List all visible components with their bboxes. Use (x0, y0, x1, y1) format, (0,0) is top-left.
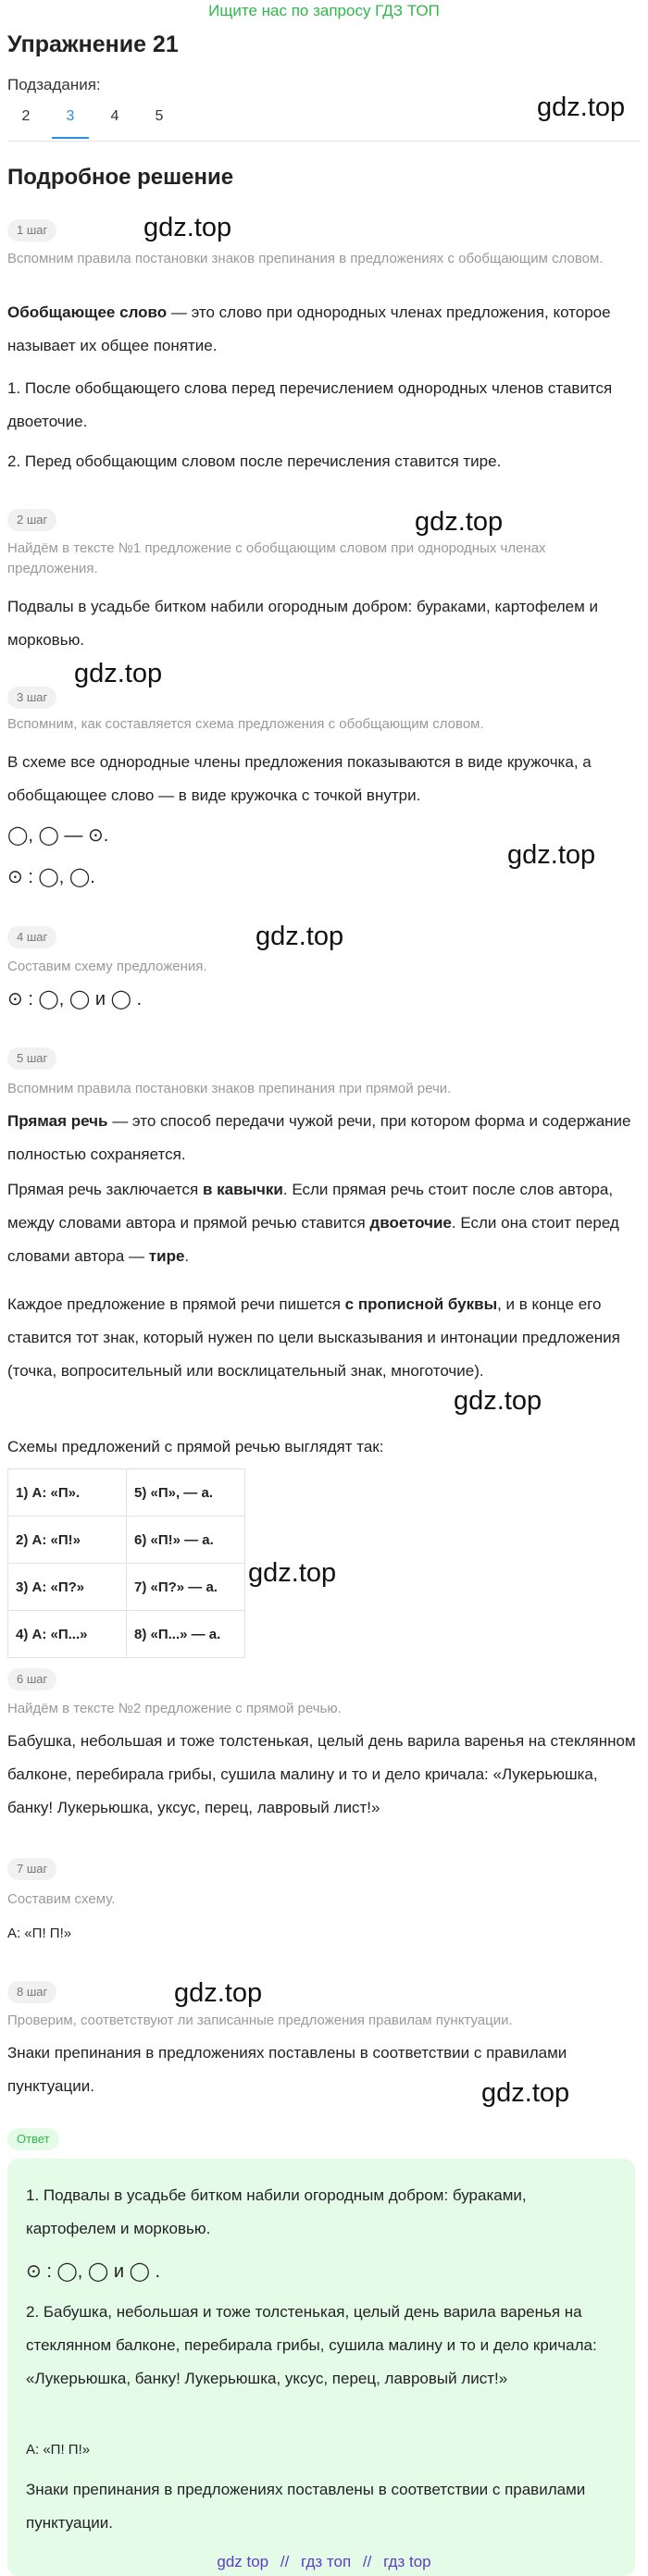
step-text (7, 1288, 637, 1388)
footer-link[interactable]: гдз топ (301, 2553, 352, 2570)
step-badge: 1 шаг (7, 219, 56, 242)
step-badge: 2 шаг (7, 509, 56, 531)
page-title: Упражнение 21 (7, 31, 179, 57)
term-bold: Обобщающее слово (7, 303, 168, 321)
definition: — это способ передачи чужой речи, при котором форма и содержание полностью сохраняется. (7, 1112, 631, 1163)
step-hint: Составим схему. (7, 1891, 116, 1907)
step-hint: Вспомним правила постановки знаков препинания при прямой речи. (7, 1081, 452, 1096)
schemes-table (7, 1468, 245, 1658)
watermark: gdz.top (174, 1978, 263, 2008)
table-cell: 5) «П», — а. (127, 1469, 245, 1517)
text-span: . Если она стоит перед словами автора — (7, 1214, 619, 1265)
table-cell: 4) А: «П...» (8, 1611, 127, 1658)
footer (0, 2548, 648, 2576)
step-hint: Найдём в тексте №1 предложение с обобщающим словом при однородных членах предложения. (7, 540, 546, 576)
step-text: Бабушка, небольшая и тоже толстенькая, целый день варила варенья на стеклянном балконе, перебирала грибы, сушила малину и то и дело кричала: «Лукерьюшка, банку! Лукерьюшка, уксус, перец, лавровый лист!» (7, 1732, 636, 1816)
table-row (8, 1611, 245, 1658)
term-bold: Прямая речь (7, 1112, 108, 1130)
watermark: gdz.top (481, 2078, 570, 2108)
watermark: gdz.top (74, 659, 163, 688)
step-badge: 6 шаг (7, 1668, 56, 1690)
rule-1: 1. После обобщающего слова перед перечислением однородных членов ставится двоеточие. (7, 379, 613, 430)
step-badge: 7 шаг (7, 1858, 56, 1880)
step-badge: 4 шаг (7, 926, 56, 948)
watermark: gdz.top (255, 922, 344, 951)
watermark: gdz.top (507, 840, 596, 870)
table-cell: 7) «П?» — а. (127, 1564, 245, 1611)
text-span: . Если прямая речь стоит после слов автора, между словами автора и прямой речью ставится (7, 1181, 614, 1232)
footer-link[interactable]: гдз top (383, 2553, 431, 2570)
footer-separator: // (362, 2553, 372, 2570)
schema: ⊙ : ◯, ◯ и ◯ . (7, 989, 143, 1009)
answer-1: 1. Подвалы в усадьбе битком набили огородным добром: бураками, картофелем и морковью. (26, 2186, 527, 2237)
step-hint: Вспомним правила постановки знаков препинания в предложениях с обобщающим словом. (7, 251, 604, 266)
watermark: gdz.top (454, 1386, 542, 1416)
rule-2: 2. Перед обобщающим словом после перечисления ставится тире. (7, 452, 502, 470)
footer-separator: // (280, 2553, 290, 2570)
answer-2: 2. Бабушка, небольшая и тоже толстенькая, целый день варила варенья на стеклянном балконе, перебирала грибы, сушила малину и то и дело кричала: «Лукерьюшка, банку! Лукерьюшка, уксус, перец, лавровый лист!» (26, 2303, 597, 2387)
step-text: Знаки препинания в предложениях поставлены в соответствии с правилами пунктуации. (7, 2044, 567, 2095)
step-text (7, 296, 637, 363)
answer-2-schema: А: «П! П!» (26, 2442, 91, 2458)
step-text (7, 1105, 637, 1171)
schema-2: ⊙ : ◯, ◯. (7, 867, 95, 887)
schema: А: «П! П!» (7, 1926, 72, 1941)
watermark: gdz.top (143, 213, 232, 242)
definition: — это слово при однородных членах предложения, которое называет их общее понятие. (7, 303, 611, 354)
subtasks-label: Подзадания: (7, 76, 101, 93)
text-span: , и в конце его ставится тот знак, который нужен по цели высказывания и интонации предложения (точка, вопросительный или восклицательный знак, многоточие). (7, 1295, 620, 1380)
watermark: gdz.top (537, 93, 626, 122)
footer-link[interactable]: gdz top (217, 2553, 269, 2570)
bold-span: в кавычки (202, 1181, 283, 1198)
bold-span: тире (148, 1247, 185, 1265)
step-text (7, 1173, 637, 1273)
table-cell: 6) «П!» — а. (127, 1517, 245, 1564)
step-hint: Найдём в тексте №2 предложение с прямой речью. (7, 1701, 342, 1716)
section-title: Подробное решение (7, 165, 234, 190)
step-text: В схеме все однородные члены предложения показываются в виде кружочка, а обобщающее слово — в виде кружочка с точкой внутри. (7, 753, 592, 804)
step-text: Подвалы в усадьбе битком набили огородным добром: бураками, картофелем и морковью. (7, 598, 599, 649)
text-span: Прямая речь заключается (7, 1181, 203, 1198)
tab-5[interactable]: 5 (155, 108, 164, 124)
table-row (8, 1564, 245, 1611)
table-row (8, 1517, 245, 1564)
schema-1: ◯, ◯ — ⊙. (7, 825, 109, 846)
answer-1-schema: ⊙ : ◯, ◯ и ◯ . (26, 2261, 161, 2282)
step-badge: 3 шаг (7, 687, 56, 709)
tab-4[interactable]: 4 (110, 108, 119, 124)
table-cell: 2) А: «П!» (8, 1517, 127, 1564)
step-hint: Проверим, соответствуют ли записанные предложения правилам пунктуации. (7, 2012, 513, 2028)
tab-3[interactable]: 3 (52, 104, 89, 139)
table-cell: 3) А: «П?» (8, 1564, 127, 1611)
step-hint: Вспомним, как составляется схема предложения с обобщающим словом. (7, 716, 484, 732)
schemes-intro: Схемы предложений с прямой речью выглядят так: (7, 1438, 384, 1455)
text-span: Каждое предложение в прямой речи пишется (7, 1295, 345, 1313)
watermark: gdz.top (248, 1558, 337, 1588)
step-badge: 8 шаг (7, 1981, 56, 2003)
watermark: gdz.top (415, 507, 504, 537)
table-cell: 8) «П...» — а. (127, 1611, 245, 1658)
bold-span: двоеточие (369, 1214, 452, 1232)
answer-badge: Ответ (7, 2128, 59, 2150)
text-span: . (184, 1247, 190, 1265)
tab-2[interactable]: 2 (21, 108, 31, 124)
bold-span: с прописной буквы (344, 1295, 498, 1313)
answer-box (7, 2159, 635, 2576)
step-hint: Составим схему предложения. (7, 959, 207, 974)
table-row (8, 1469, 245, 1517)
table-cell: 1) А: «П». (8, 1469, 127, 1517)
top-search-link[interactable]: Ищите нас по запросу ГДЗ ТОП (208, 2, 440, 19)
answer-3: Знаки препинания в предложениях поставлены в соответствии с правилами пунктуации. (26, 2481, 586, 2532)
step-badge: 5 шаг (7, 1047, 56, 1070)
